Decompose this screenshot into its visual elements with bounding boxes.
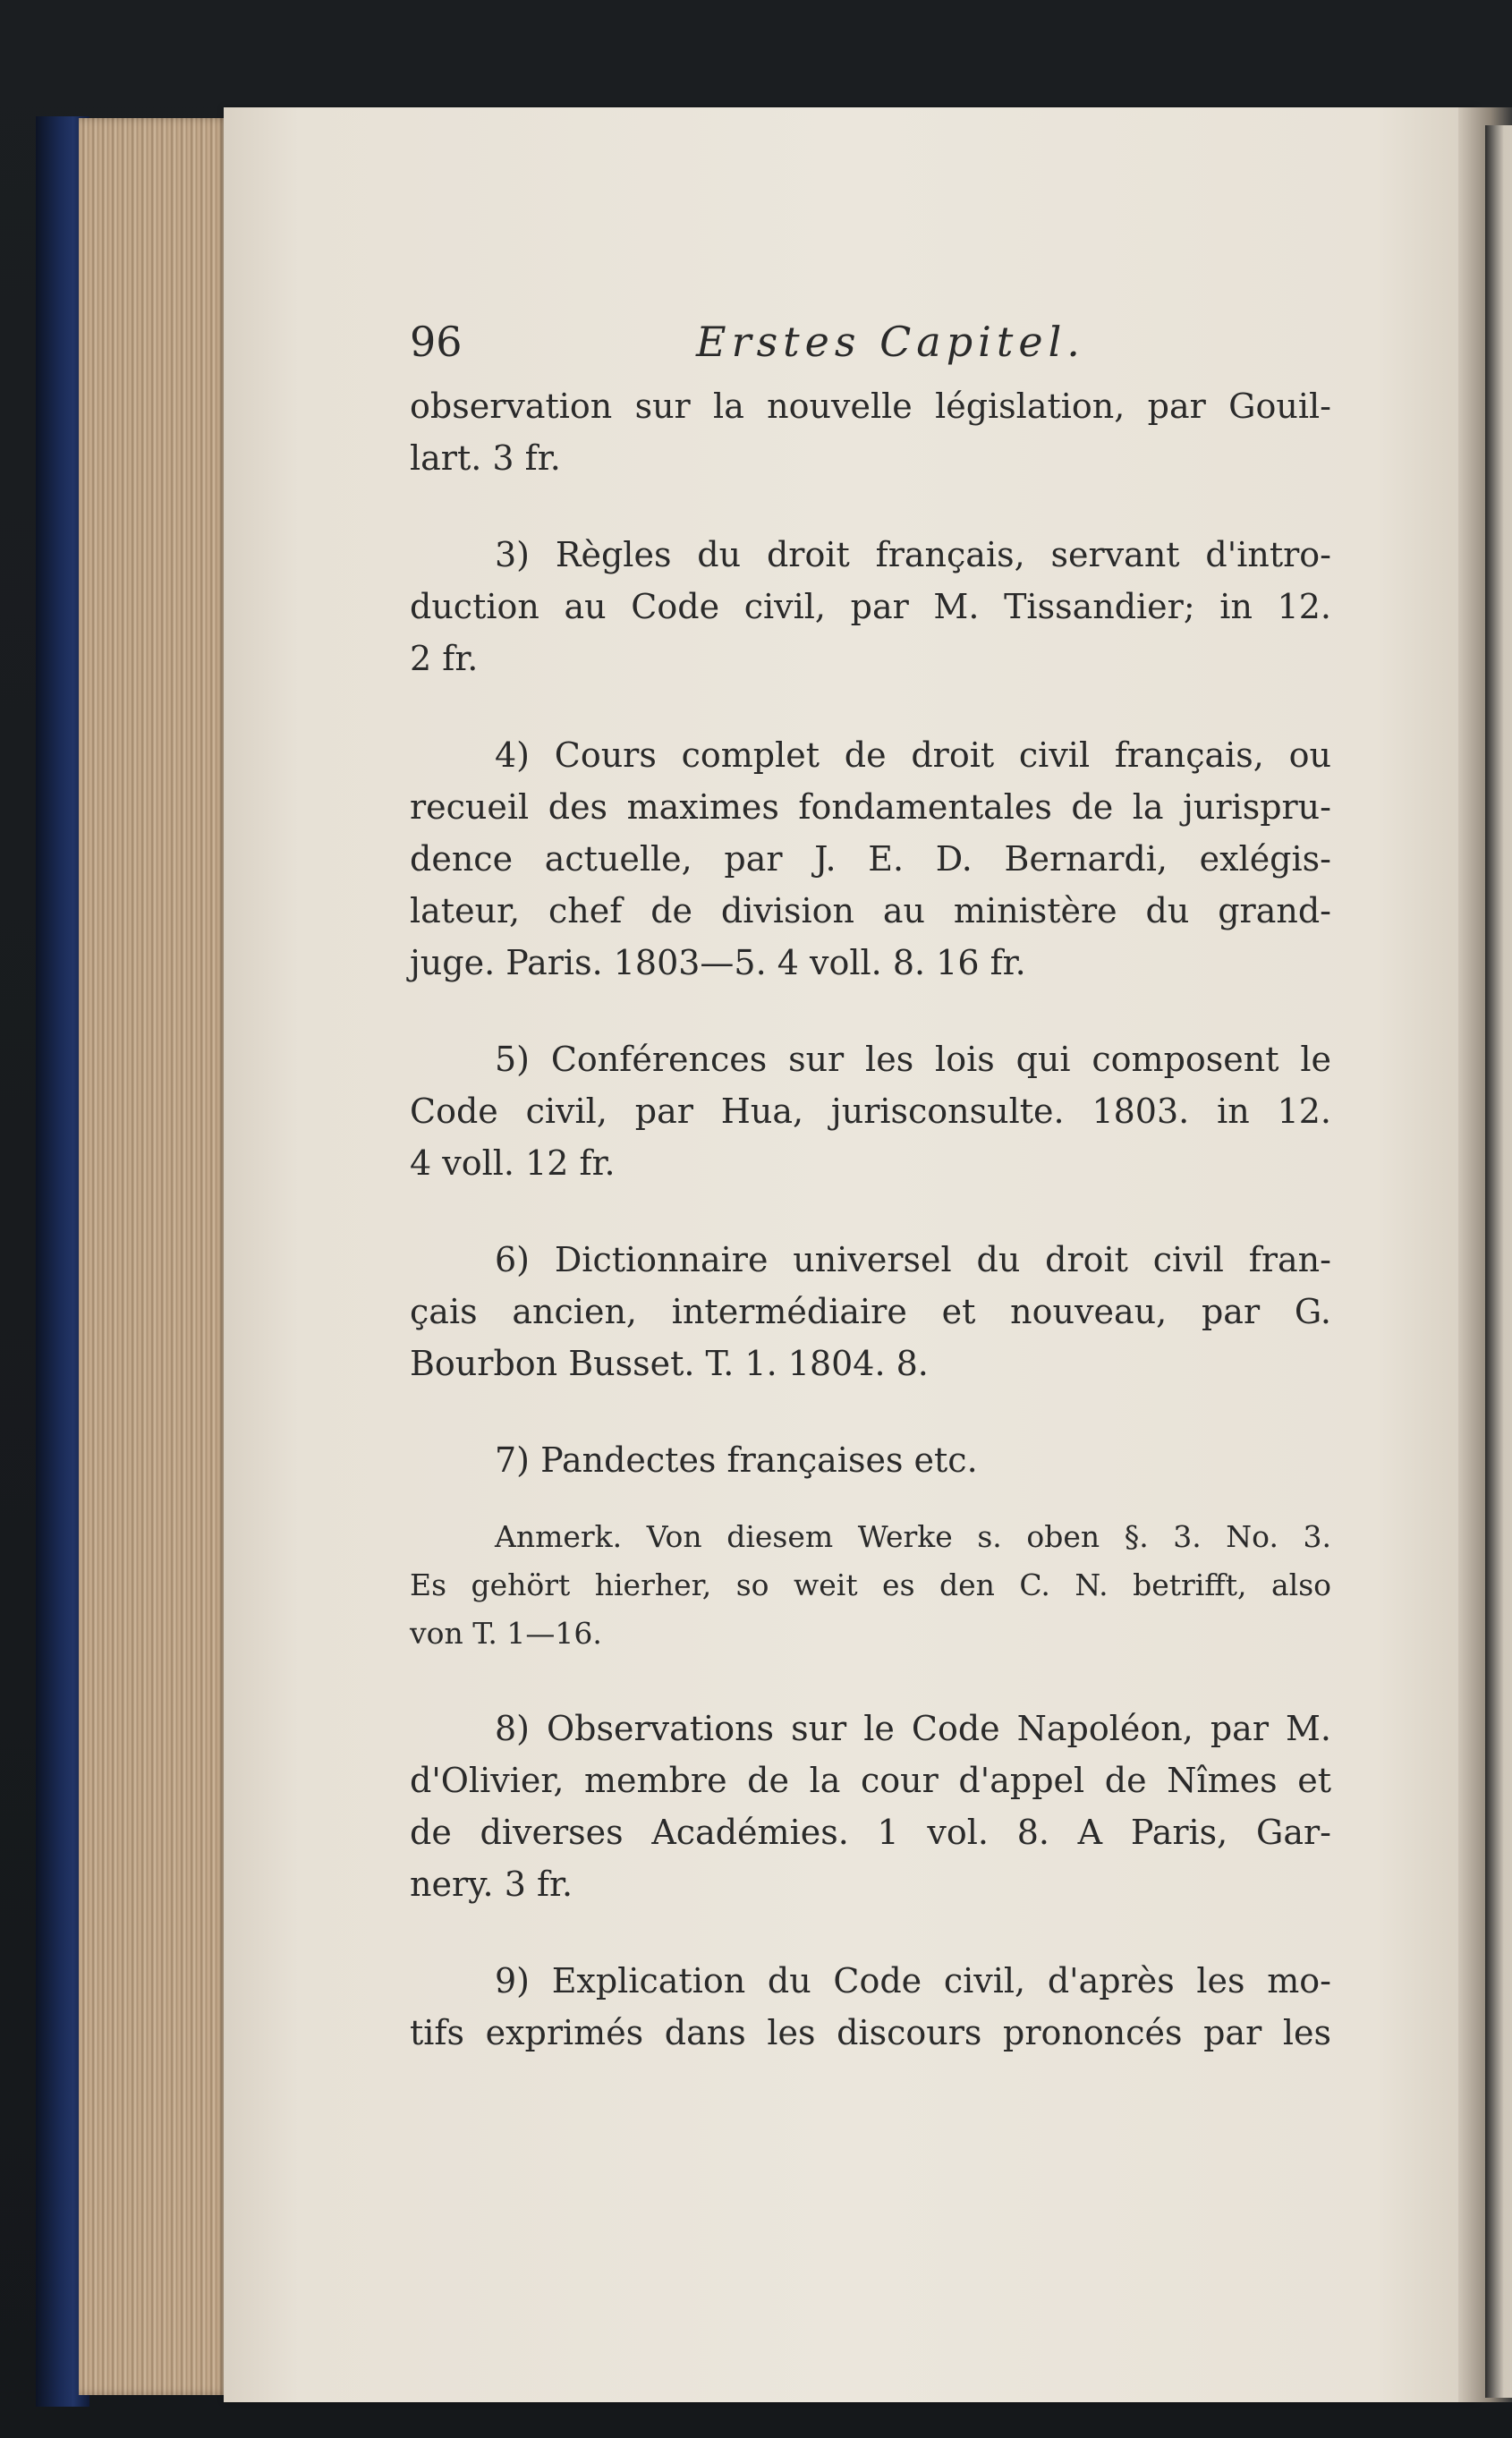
page-edges (79, 118, 231, 2395)
text-line: d'Olivier, membre de la cour d'appel de Nîmes et (410, 1761, 1331, 1800)
text-line: juge. Paris. 1803—5. 4 voll. 8. 16 fr. (410, 943, 1026, 982)
text-line: de diverses Académies. 1 vol. 8. A Paris, Gar- (410, 1813, 1331, 1852)
remark-block (410, 1513, 1331, 1658)
entry-3-line: 3) Règles du droit français, servant d'intro- (495, 535, 1331, 574)
entry-7-line: 7) Pandectes françaises etc. (495, 1440, 978, 1480)
facing-page-edge (1485, 125, 1512, 2398)
text-line: lateur, chef de division au ministère du grand- (410, 891, 1331, 930)
running-title: Erstes Capitel. (696, 318, 1085, 366)
text-line: lart. 3 fr. (410, 438, 561, 478)
text-line: çais ancien, intermédiaire et nouveau, par G. (410, 1292, 1331, 1331)
text-line: dence actuelle, par J. E. D. Bernardi, exlégis- (410, 839, 1331, 879)
text-line: nery. 3 fr. (410, 1865, 573, 1904)
page-text (410, 318, 1331, 2059)
text-line: Bourbon Busset. T. 1. 1804. 8. (410, 1344, 929, 1383)
page-number: 96 (410, 318, 463, 366)
remark-line: Anmerk. Von diesem Werke s. oben §. 3. No. 3. (495, 1519, 1331, 1554)
entry-8-line: 8) Observations sur le Code Napoléon, par M. (495, 1709, 1331, 1748)
text-line: tifs exprimés dans les discours prononcés par les (410, 2013, 1331, 2052)
text-line: recueil des maximes fondamentales de la jurispru- (410, 787, 1331, 827)
remark-line: Es gehört hierher, so weit es den C. N. betrifft, also (410, 1567, 1331, 1602)
entry-4-line: 4) Cours complet de droit civil français, ou (495, 735, 1331, 775)
text-line: 4 voll. 12 fr. (410, 1143, 616, 1183)
remark-line: von T. 1—16. (410, 1616, 602, 1651)
entry-5-line: 5) Conférences sur les lois qui composent le (495, 1040, 1331, 1079)
text-line: duction au Code civil, par M. Tissandier; in 12. (410, 587, 1331, 626)
text-line: 2 fr. (410, 639, 479, 678)
entry-6-line: 6) Dictionnaire universel du droit civil fran- (495, 1240, 1331, 1279)
text-line: observation sur la nouvelle législation, par Gouil- (410, 387, 1331, 426)
page-header (410, 318, 1331, 380)
text-line: Code civil, par Hua, jurisconsulte. 1803. in 12. (410, 1092, 1331, 1131)
entry-9-line: 9) Explication du Code civil, d'après les mo- (495, 1961, 1331, 2001)
